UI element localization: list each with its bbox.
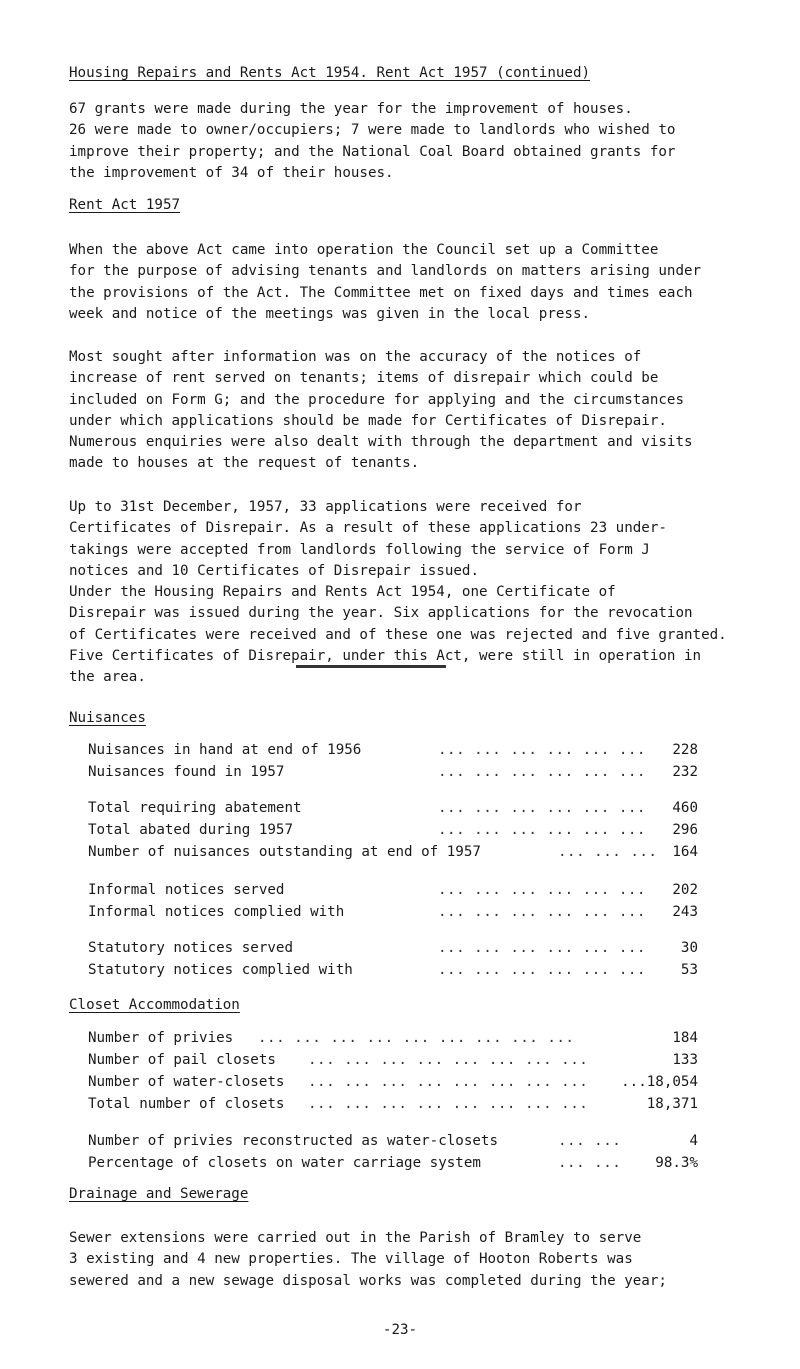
row-value: 4 (689, 1133, 698, 1149)
leader-dots: ... ... ... ... ... ... (438, 800, 646, 816)
leader-dots: ... ... ... ... ... ... ... ... ... (258, 1030, 575, 1046)
leader-dots: ... ... ... ... ... ... (438, 822, 646, 838)
row-value: 243 (672, 904, 698, 920)
top-heading: Housing Repairs and Rents Act 1954. Rent Act 1957 (continued) (69, 65, 591, 81)
row-value: 232 (672, 764, 698, 780)
row-label: Number of nuisances outstanding at end of 1957 (88, 844, 481, 860)
nuisance-row (88, 940, 698, 962)
row-label: Statutory notices complied with (88, 962, 353, 978)
closet-row (88, 1074, 698, 1096)
closet-row (88, 1155, 698, 1177)
row-value: 98.3% (655, 1155, 698, 1171)
nuisance-row (88, 882, 698, 904)
committee-paragraph: When the above Act came into operation the Council set up a Committee for the purpose of advising tenants and landlords on matters arising under the provisions of the Act. The Committee met on fixed days and times each week and notice of the meetings was given in the local press. (69, 242, 702, 322)
page-number: -23- (382, 1322, 418, 1338)
rent-act-heading: Rent Act 1957 (69, 197, 181, 213)
row-value: 184 (672, 1030, 698, 1046)
row-label: Informal notices complied with (88, 904, 345, 920)
leader-dots: ... ... ... ... ... ... (438, 764, 646, 780)
closet-row (88, 1052, 698, 1074)
drainage-paragraph: Sewer extensions were carried out in the Parish of Bramley to serve 3 existing and 4 new properties. The village of Hooton Roberts was sewered and a new sewage disposal works was completed during the year; (69, 1230, 667, 1289)
leader-dots: ... ... ... ... ... ... (438, 882, 646, 898)
applications-paragraph: Up to 31st December, 1957, 33 applications were received for Certificates of Disrepair. As a result of these applications 23 under- takings were accepted from landlords following the service of Form J notices and 10 Certificates of Disrepair issued. (69, 499, 667, 579)
row-label: Nuisances found in 1957 (88, 764, 285, 780)
leader-dots: ... ... ... ... ... ... (438, 742, 646, 758)
nuisances-heading: Nuisances (69, 710, 146, 726)
nuisance-row (88, 742, 698, 764)
row-value: 30 (680, 940, 698, 956)
row-label: Nuisances in hand at end of 1956 (88, 742, 362, 758)
row-label: Statutory notices served (88, 940, 293, 956)
leader-dots: ... ... ... ... ... ... ... ... (308, 1074, 589, 1090)
leader-dots: ... ... ... (558, 844, 658, 860)
nuisance-row (88, 844, 698, 866)
row-value: 133 (672, 1052, 698, 1068)
nuisance-row (88, 764, 698, 786)
row-value: 296 (672, 822, 698, 838)
leader-dots: ... ... ... ... ... ... (438, 904, 646, 920)
row-label: Number of privies (88, 1030, 234, 1046)
leader-dots: ... ... ... ... ... ... ... ... (308, 1096, 589, 1112)
housing-repairs-paragraph: Under the Housing Repairs and Rents Act 1954, one Certificate of Disrepair was issued during the year. Six applications for the revocation of Certificates were received and of these one was rejected and five granted. Five Certificates of Disrepair, under this Act, were still in operation in the area. (69, 584, 727, 686)
leader-dots: ... ... ... ... ... ... ... ... (308, 1052, 589, 1068)
nuisance-row (88, 800, 698, 822)
row-label: Number of water-closets (88, 1074, 285, 1090)
closet-accommodation-heading: Closet Accommodation (69, 997, 240, 1013)
row-label: Number of privies reconstructed as water-closets (88, 1133, 498, 1149)
information-paragraph: Most sought after information was on the accuracy of the notices of increase of rent served on tenants; items of disrepair which could be included on Form G; and the procedure for applying and the circumstances under which applications should be made for Certificates of Disrepair. Numerous enquiries were also dealt with through the department and visits made to houses at the request of tenants. (69, 349, 693, 472)
leader-dots: ... ... ... ... ... ... (438, 962, 646, 978)
row-value: ...18,054 (621, 1074, 698, 1090)
closet-row (88, 1096, 698, 1118)
nuisance-row (88, 822, 698, 844)
row-label: Informal notices served (88, 882, 285, 898)
drainage-heading: Drainage and Sewerage (69, 1186, 249, 1202)
row-value: 460 (672, 800, 698, 816)
row-value: 18,371 (646, 1096, 698, 1112)
row-label: Total abated during 1957 (88, 822, 293, 838)
closet-row (88, 1030, 698, 1052)
row-label: Total requiring abatement (88, 800, 302, 816)
nuisance-row (88, 904, 698, 926)
leader-dots: ... ... (558, 1133, 622, 1149)
grants-paragraph: 67 grants were made during the year for the improvement of houses. 26 were made to owner/occupiers; 7 were made to landlords who wished to improve their property; and the National Coal Board obtained grants for the improvement of 34 of their houses. (69, 101, 676, 181)
row-label: Total number of closets (88, 1096, 285, 1112)
row-value: 53 (680, 962, 698, 978)
row-label: Percentage of closets on water carriage system (88, 1155, 481, 1171)
leader-dots: ... ... ... ... ... ... (438, 940, 646, 956)
leader-dots: ... ... (558, 1155, 622, 1171)
section-divider (296, 665, 446, 668)
row-label: Number of pail closets (88, 1052, 276, 1068)
nuisance-row (88, 962, 698, 984)
closet-row (88, 1133, 698, 1155)
row-value: 164 (672, 844, 698, 860)
row-value: 202 (672, 882, 698, 898)
row-value: 228 (672, 742, 698, 758)
